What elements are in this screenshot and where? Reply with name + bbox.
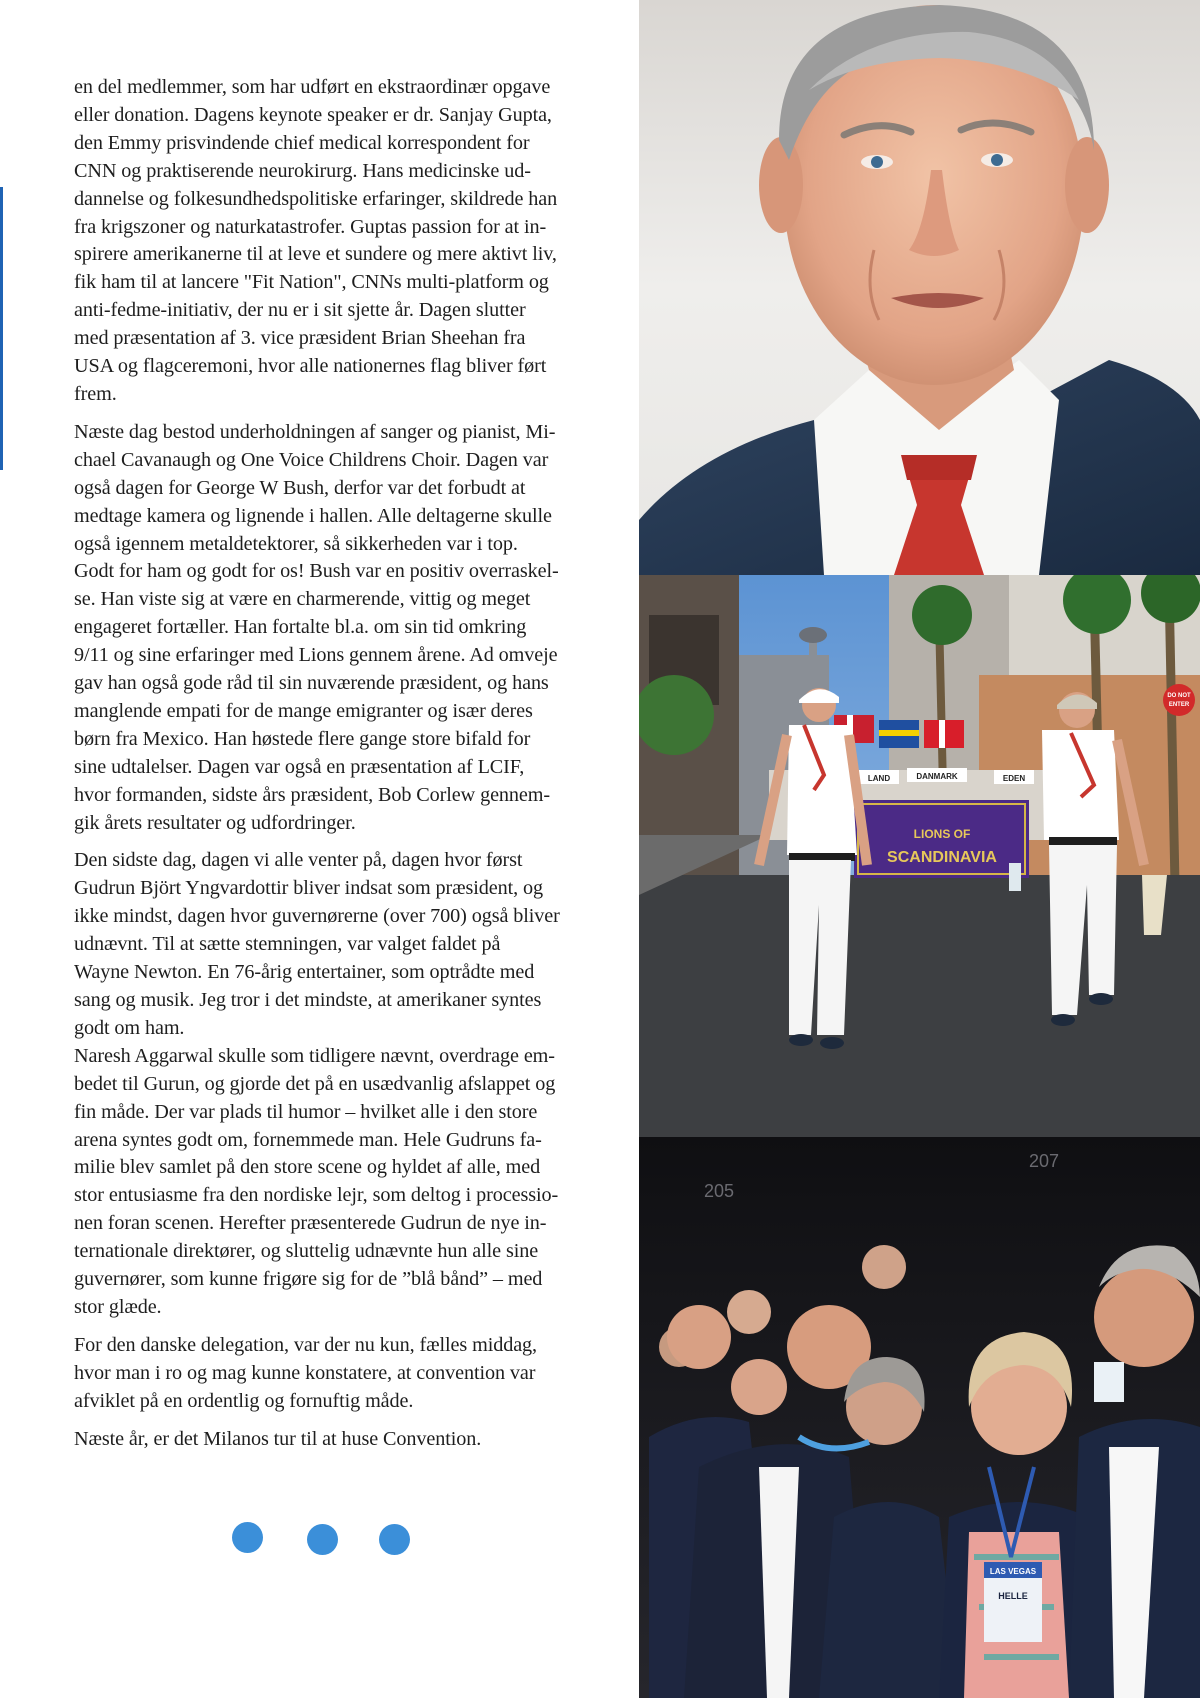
badge-name: HELLE <box>998 1591 1028 1601</box>
parade-sign-right: EDEN <box>1002 774 1026 783</box>
crowd-celebration-photo <box>639 1137 1200 1698</box>
article-paragraph: Næste dag bestod underholdningen af sanger og pianist, Mi- chael Cavanaugh og One Voice Childrens Choir. Dagen var også dagen for George W Bush, derfor var det forbudt at medtage kamera og lignende i hallen. Alle deltagerne skulle også igennem metaldetektorer, så sikkerheden var i top. Godt for ham og godt for os! Bush var en positiv overraskel- se. Han viste sig at være en charmerende, vittig og meget engageret fortæller. Han fortalte bl.a. om sin tid omkring 9/11 og sine erfaringer med Lions gennem årene. Ad omveje gav han også gode råd til sin nuværende præsident, og hans manglende empati for de mange emigranter og især deres børn fra Mexico. Han høstede flere gange store bifald for sine udtalelser. Dagen var også en præsentation af LCIF, hvor formanden, sidste års præsident, Bob Corlew gennem- gik årets resultater og udfordringer. <box>74 420 559 834</box>
arena-section-a: 205 <box>704 1181 735 1201</box>
road-sign-line1: DO NOT <box>1167 693 1191 699</box>
article-paragraph: For den danske delegation, var der nu kun, fælles middag, hvor man i ro og mag kunne konstatere, at convention var afviklet på en ordentlig og fornuftig måde. <box>74 1333 537 1412</box>
end-dot <box>307 1524 338 1555</box>
side-accent-rule <box>0 187 3 470</box>
parade-sign-left: LAND <box>867 774 891 783</box>
end-dot <box>232 1522 263 1553</box>
article-paragraph: Næste år, er det Milanos tur til at huse Convention. <box>74 1427 482 1450</box>
bush-portrait-photo <box>639 0 1200 575</box>
road-sign-line2: ENTER <box>1168 702 1190 708</box>
end-dot <box>379 1524 410 1555</box>
banner-text-line1: LIONS OF <box>913 827 971 841</box>
parade-sign-mid: DANMARK <box>916 772 958 781</box>
article-text-column <box>74 74 619 1464</box>
arena-section-b: 207 <box>1029 1151 1060 1171</box>
article-paragraph: Den sidste dag, dagen vi alle venter på, dagen hvor først Gudrun Björt Yngvardottir bliver indsat som præsident, og ikke mindst, dagen hvor guvernørerne (over 700) også bliver udnævnt. Til at sætte stemningen, var valget faldet på Wayne Newton. En 76-årig entertainer, som optrådte med sang og musik. Jeg tror i det mindste, at amerikaner syntes godt om ham. Naresh Aggarwal skulle som tidligere nævnt, overdrage em- bedet til Gurun, og gjorde det på en usædvanlig afslappet og fin måde. Der var plads til humor – hvilket alle i den store arena syntes godt om, fornemmede man. Hele Gudruns fa- milie blev samlet på den store scene og hyldet af alle, med stor entusiasme fra den nordiske lejr, som deltog i processio- nen foran scenen. Herefter præsenterede Gudrun de nye in- ternationale direktører, og sluttelig udnævnte hun alle sine guvernører, som kunne frigøre sig for de ”blå bånd” – med stor glæde. <box>74 849 560 1318</box>
banner-text-line2: SCANDINAVIA <box>887 849 997 866</box>
end-of-article-dots <box>232 1522 432 1556</box>
parade-photo <box>639 575 1200 1137</box>
badge-city: LAS VEGAS <box>989 1567 1037 1576</box>
article-paragraph: en del medlemmer, som har udført en ekstraordinær opgave eller donation. Dagens keynote speaker er dr. Sanjay Gupta, den Emmy prisvindende chief medical korrespondent for CNN og praktiserende neurokirurg. Hans medicinske ud- dannelse og folkesundhedspolitiske erfaringer, skildrede han fra krigszoner og naturkatastrofer. Guptas passion for at in- spirere amerikanerne til at leve et sundere og mere aktivt liv, fik ham til at lancere "Fit Nation", CNNs multi-platform og anti-fedme-initiativ, der nu er i sit sjette år. Dagen slutter med præsentation af 3. vice præsident Brian Sheehan fra USA og flagceremoni, hvor alle nationernes flag bliver ført frem. <box>74 76 558 405</box>
